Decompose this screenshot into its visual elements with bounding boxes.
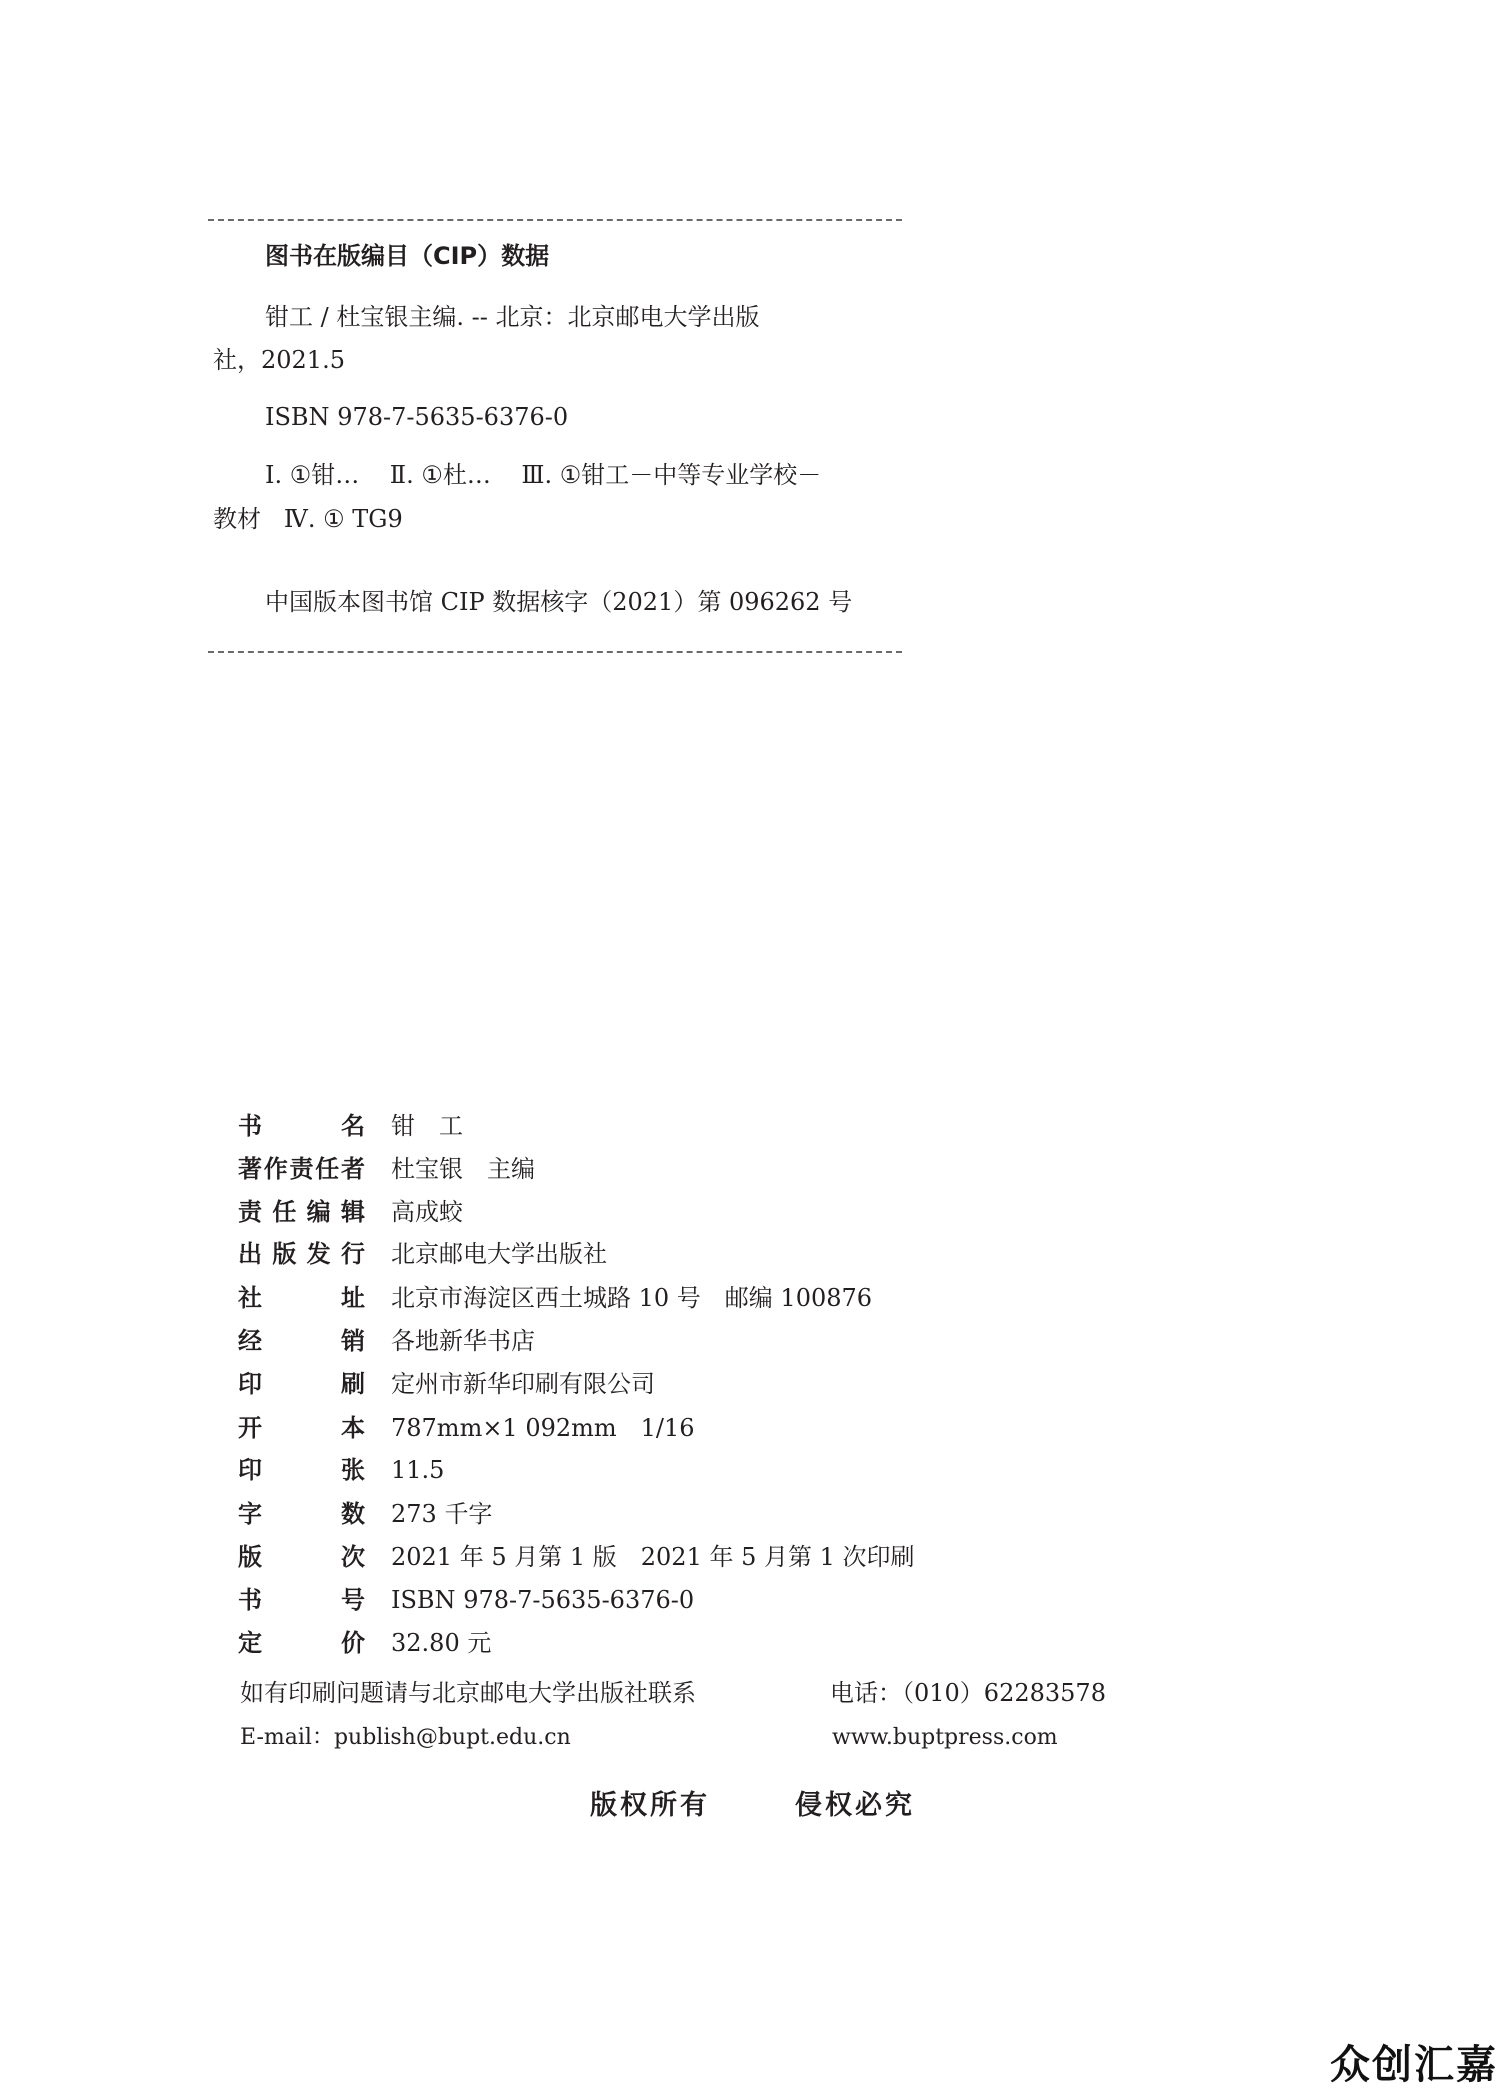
info-label-char: 版 bbox=[272, 1240, 297, 1268]
info-label-char: 书 bbox=[238, 1586, 262, 1614]
info-label-char: 经 bbox=[238, 1327, 262, 1355]
info-label-char: 责 bbox=[238, 1198, 262, 1226]
info-row-value: 2021 年 5 月第 1 版 2021 年 5 月第 1 次印刷 bbox=[391, 1543, 915, 1571]
cip-isbn: ISBN 978-7-5635-6376-0 bbox=[265, 403, 569, 431]
info-row-label bbox=[238, 1454, 365, 1486]
info-row-label bbox=[238, 1584, 365, 1616]
info-label-char: 辑 bbox=[340, 1198, 365, 1226]
info-row-label bbox=[238, 1627, 365, 1659]
website: www.buptpress.com bbox=[832, 1725, 1058, 1750]
cip-line-4: 教材 Ⅳ. ① TG9 bbox=[213, 505, 403, 533]
info-label-char: 定 bbox=[238, 1629, 262, 1657]
info-label-char: 编 bbox=[306, 1198, 331, 1226]
bottom-dashed-divider bbox=[208, 651, 902, 653]
info-row-value: 787mm×1 092mm 1/16 bbox=[391, 1414, 695, 1442]
info-label-char: 著 bbox=[238, 1155, 262, 1183]
info-label-char: 印 bbox=[238, 1370, 262, 1398]
info-label-char: 社 bbox=[238, 1284, 262, 1312]
info-label-char: 印 bbox=[238, 1456, 262, 1484]
info-label-char: 任 bbox=[272, 1198, 297, 1226]
info-label-char: 责 bbox=[289, 1155, 314, 1183]
info-label-char: 次 bbox=[341, 1543, 365, 1571]
info-row-value: 273 千字 bbox=[391, 1500, 493, 1528]
info-row-value: 11.5 bbox=[391, 1456, 445, 1484]
info-row-label bbox=[238, 1282, 365, 1314]
info-label-char: 出 bbox=[238, 1240, 262, 1268]
info-label-char: 任 bbox=[315, 1155, 340, 1183]
info-row-value: ISBN 978-7-5635-6376-0 bbox=[391, 1586, 695, 1614]
info-label-char: 张 bbox=[341, 1456, 365, 1484]
info-label-char: 价 bbox=[341, 1629, 365, 1657]
info-label-char: 作 bbox=[263, 1155, 288, 1183]
watermark-logo: 众创汇嘉 bbox=[1330, 2042, 1498, 2088]
info-row-label bbox=[238, 1196, 365, 1228]
piracy-prohibited: 侵权必究 bbox=[795, 1790, 915, 1821]
cip-title: 图书在版编目（CIP）数据 bbox=[265, 242, 550, 270]
cip-line-1: 钳工 / 杜宝银主编. -- 北京：北京邮电大学出版 bbox=[265, 303, 760, 331]
info-label-char: 址 bbox=[341, 1284, 365, 1312]
info-row-value: 32.80 元 bbox=[391, 1629, 492, 1657]
info-row-value: 高成蛟 bbox=[391, 1198, 463, 1226]
info-row-label bbox=[238, 1498, 365, 1530]
info-label-char: 发 bbox=[306, 1240, 331, 1268]
info-label-char: 数 bbox=[341, 1500, 365, 1528]
info-label-char: 名 bbox=[341, 1112, 365, 1140]
info-row-value: 杜宝银 主编 bbox=[391, 1155, 535, 1183]
info-label-char: 本 bbox=[341, 1414, 365, 1442]
info-row-value: 北京市海淀区西土城路 10 号 邮编 100876 bbox=[391, 1284, 873, 1312]
info-label-char: 书 bbox=[238, 1112, 262, 1140]
info-label-char: 销 bbox=[341, 1327, 365, 1355]
cip-line-2: 社，2021.5 bbox=[213, 346, 345, 374]
print-issue-note: 如有印刷问题请与北京邮电大学出版社联系 bbox=[240, 1679, 696, 1707]
info-row-value: 钳 工 bbox=[391, 1112, 463, 1140]
info-label-char: 刷 bbox=[341, 1370, 365, 1398]
info-row-value: 各地新华书店 bbox=[391, 1327, 535, 1355]
info-row-label bbox=[238, 1153, 365, 1185]
cip-number: 中国版本图书馆 CIP 数据核字（2021）第 096262 号 bbox=[265, 588, 853, 616]
email-address: E-mail：publish@bupt.edu.cn bbox=[240, 1725, 571, 1750]
phone-number: 电话：（010）62283578 bbox=[830, 1679, 1106, 1707]
info-row-label bbox=[238, 1110, 365, 1142]
info-label-char: 开 bbox=[238, 1414, 262, 1442]
info-label-char: 者 bbox=[341, 1155, 365, 1183]
info-row-label bbox=[238, 1412, 365, 1444]
cip-line-3: Ⅰ. ①钳… Ⅱ. ①杜… Ⅲ. ①钳工－中等专业学校－ bbox=[265, 461, 822, 489]
info-row-value: 北京邮电大学出版社 bbox=[391, 1240, 607, 1268]
info-row-label bbox=[238, 1541, 365, 1573]
info-label-char: 号 bbox=[341, 1586, 365, 1614]
info-label-char: 字 bbox=[238, 1500, 262, 1528]
info-label-char: 版 bbox=[238, 1543, 262, 1571]
rights-reserved: 版权所有 bbox=[590, 1790, 710, 1821]
top-dashed-divider bbox=[208, 219, 902, 221]
info-row-label bbox=[238, 1325, 365, 1357]
info-row-label bbox=[238, 1368, 365, 1400]
info-row-label bbox=[238, 1238, 365, 1270]
info-row-value: 定州市新华印刷有限公司 bbox=[391, 1370, 655, 1398]
info-label-char: 行 bbox=[340, 1240, 365, 1268]
